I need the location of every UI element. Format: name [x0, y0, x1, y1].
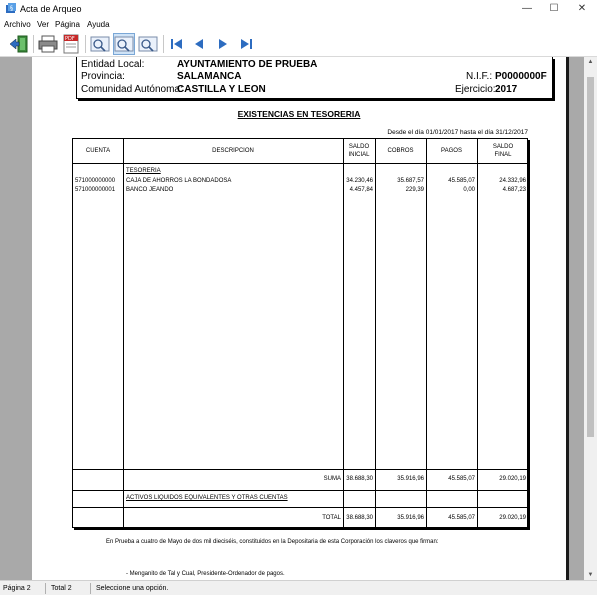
- zoom-100-icon[interactable]: [137, 33, 159, 55]
- table-row-saldo-final: 24.332,96: [499, 178, 526, 184]
- table-row-descripcion: CAJA DE AHORROS LA BONDADOSA: [126, 178, 232, 184]
- table-row-cobros: 35.687,57: [397, 178, 424, 184]
- menu-pagina[interactable]: Página: [55, 20, 80, 29]
- menu-archivo[interactable]: Archivo: [4, 20, 31, 29]
- col-divider: [426, 139, 427, 529]
- table-row-saldo-inicial: 34.230,46: [346, 178, 373, 184]
- row-divider: [73, 490, 527, 491]
- section-title: TESORERIA: [126, 168, 161, 174]
- col-divider: [343, 139, 344, 529]
- table-row-descripcion: BANCO JEANDO: [126, 187, 174, 193]
- col-divider: [477, 139, 478, 529]
- col-divider: [375, 139, 376, 529]
- page-shadow: [566, 57, 569, 580]
- vertical-scrollbar[interactable]: [584, 57, 597, 580]
- table-row-pagos: 45.585,07: [448, 178, 475, 184]
- activos-label: ACTIVOS LIQUIDOS EQUIVALENTES Y OTRAS CUENTAS: [126, 495, 288, 501]
- toolbar-separator: [85, 35, 86, 53]
- close-button[interactable]: ✕: [577, 3, 587, 14]
- header-cuenta: CUENTA: [85, 148, 111, 154]
- total-cobros: 35.916,96: [397, 515, 424, 521]
- printer-icon[interactable]: [37, 33, 59, 55]
- col-divider: [123, 139, 124, 529]
- treasury-table: [72, 138, 528, 528]
- row-divider: [73, 163, 527, 164]
- toolbar: [0, 31, 597, 57]
- entidad-label: Entidad Local:: [81, 59, 145, 70]
- row-divider: [73, 507, 527, 508]
- header-saldo-final-2: FINAL: [494, 152, 512, 158]
- table-row-pagos: 0,00: [463, 187, 475, 193]
- comunidad-label: Comunidad Autónoma:: [81, 84, 183, 95]
- zoom-width-icon[interactable]: [113, 33, 135, 55]
- svg-text:PDF: PDF: [65, 36, 75, 42]
- status-total: Total 2: [51, 585, 72, 592]
- menu-ver[interactable]: Ver: [37, 20, 50, 29]
- status-message: Seleccione una opción.: [96, 585, 169, 592]
- nif-label: N.I.F.:: [466, 71, 493, 82]
- maximize-button[interactable]: ☐: [549, 3, 559, 14]
- suma-saldo-inicial: 38.688,30: [346, 476, 373, 482]
- suma-saldo-final: 29.020,19: [499, 476, 526, 482]
- footer-signatory: - Menganito de Tal y Cual, Presidente-Ordenador de pagos.: [126, 571, 285, 577]
- header-saldo-inicial-2: INICIAL: [348, 152, 370, 158]
- svg-text:§: §: [10, 5, 13, 12]
- minimize-button[interactable]: —: [522, 3, 532, 14]
- total-saldo-final: 29.020,19: [499, 515, 526, 521]
- pdf-icon[interactable]: [61, 33, 81, 55]
- header-saldo-final-1: SALDO: [492, 144, 514, 150]
- menu-bar: [0, 19, 597, 31]
- header-descripcion: DESCRIPCION: [212, 148, 254, 154]
- row-divider: [73, 469, 527, 470]
- header-cobros: COBROS: [387, 148, 414, 154]
- ejercicio-value: 2017: [495, 84, 518, 95]
- header-saldo-inicial-1: SALDO: [348, 144, 370, 150]
- scroll-thumb[interactable]: [587, 77, 594, 437]
- title-bar: [0, 0, 597, 19]
- scroll-up-icon[interactable]: ▲: [587, 59, 594, 65]
- window-title: Acta de Arqueo: [20, 4, 82, 14]
- preview-area: [0, 57, 597, 580]
- status-bar: [0, 580, 597, 595]
- nif-value: P0000000F: [495, 71, 547, 82]
- total-label: TOTAL: [322, 515, 341, 521]
- status-page: Página 2: [3, 585, 31, 592]
- exit-icon[interactable]: [8, 33, 30, 55]
- provincia-label: Provincia:: [81, 71, 125, 82]
- provincia-value: SALAMANCA: [177, 71, 242, 82]
- header-pagos: PAGOS: [441, 148, 462, 154]
- table-row-cuenta: 571000000000: [75, 178, 116, 184]
- menu-ayuda[interactable]: Ayuda: [87, 20, 110, 29]
- previous-page-icon[interactable]: [192, 33, 206, 55]
- date-range: Desde el día 01/01/2017 hasta el día 31/12/2017: [387, 129, 528, 136]
- last-page-icon[interactable]: [239, 33, 255, 55]
- ejercicio-label: Ejercicio:: [455, 84, 496, 95]
- toolbar-separator: [163, 35, 164, 53]
- table-row-cuenta: 571000000001: [75, 187, 116, 193]
- comunidad-value: CASTILLA Y LEON: [177, 84, 266, 95]
- total-pagos: 45.585,07: [448, 515, 475, 521]
- app-icon: [5, 3, 17, 15]
- zoom-page-icon[interactable]: [89, 33, 111, 55]
- footer-statement: En Prueba a cuatro de Mayo de dos mil dieciséis, constituidos en la Depositaria de esta Corporación los claveros que firman:: [106, 539, 439, 545]
- status-separator: [90, 583, 91, 594]
- total-saldo-inicial: 38.688,30: [346, 515, 373, 521]
- status-separator: [45, 583, 46, 594]
- table-row-saldo-inicial: 4.457,84: [349, 187, 373, 193]
- suma-cobros: 35.916,96: [397, 476, 424, 482]
- scroll-down-icon[interactable]: ▼: [587, 572, 594, 578]
- first-page-icon[interactable]: [168, 33, 184, 55]
- report-title: EXISTENCIAS EN TESORERIA: [237, 109, 361, 119]
- entidad-value: AYUNTAMIENTO DE PRUEBA: [177, 59, 318, 70]
- entity-header: [76, 57, 553, 99]
- toolbar-separator: [33, 35, 34, 53]
- suma-pagos: 45.585,07: [448, 476, 475, 482]
- suma-label: SUMA: [323, 476, 341, 482]
- next-page-icon[interactable]: [216, 33, 230, 55]
- report-page: [32, 57, 566, 580]
- table-row-saldo-final: 4.687,23: [502, 187, 526, 193]
- table-row-cobros: 229,39: [405, 187, 424, 193]
